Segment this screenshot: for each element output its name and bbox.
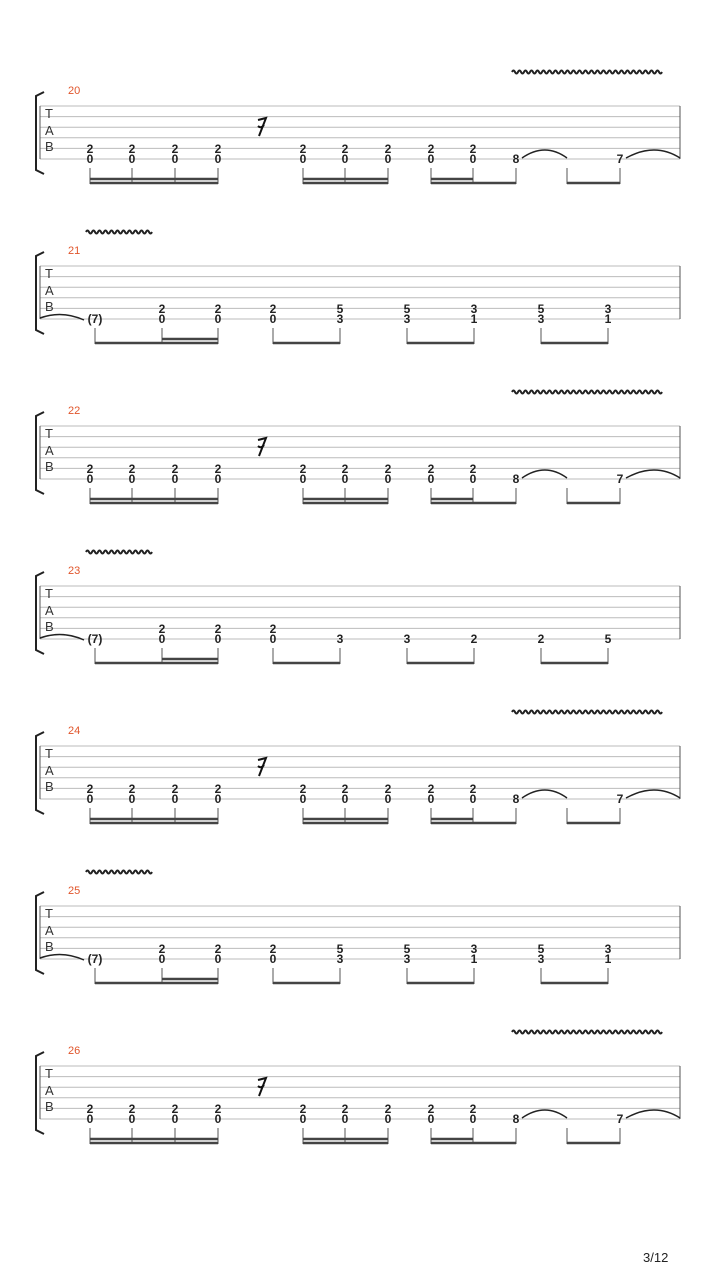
measure-number: 21 <box>68 245 81 257</box>
fret-number: 2 <box>469 782 477 796</box>
fret-number: 2 <box>214 782 222 796</box>
fret-number: 2 <box>128 142 136 156</box>
fret-number: 0 <box>469 1112 477 1126</box>
fret-number: 5 <box>336 942 344 956</box>
vibrato-icon <box>86 231 152 234</box>
fret-number: 0 <box>384 792 392 806</box>
fret-number: 2 <box>214 302 222 316</box>
fret-number: 3 <box>336 952 344 966</box>
fret-number: 2 <box>171 1102 179 1116</box>
tab-staff <box>0 880 720 1020</box>
fret-number: 0 <box>86 1112 94 1126</box>
fret-number: 2 <box>427 462 435 476</box>
measure-number: 22 <box>68 405 81 417</box>
tab-system <box>0 1040 720 1180</box>
fret-number: 2 <box>299 462 307 476</box>
fret-number: 2 <box>427 1102 435 1116</box>
fret-number: 8 <box>512 152 520 166</box>
fret-number: 0 <box>128 152 136 166</box>
tie-icon <box>522 790 567 798</box>
tab-clef-b: B <box>45 939 54 954</box>
fret-number: 0 <box>158 632 166 646</box>
fret-number: 0 <box>341 472 349 486</box>
staff-lines <box>40 106 680 159</box>
fret-number: 0 <box>128 472 136 486</box>
fret-number: 0 <box>158 952 166 966</box>
fret-number: 0 <box>469 792 477 806</box>
fret-number: 0 <box>384 472 392 486</box>
fret-number: 3 <box>470 942 478 956</box>
fret-number: 2 <box>341 782 349 796</box>
fret-number: 0 <box>214 1112 222 1126</box>
fret-number: 0 <box>214 952 222 966</box>
fret-number: 0 <box>469 152 477 166</box>
fret-number: 0 <box>469 472 477 486</box>
fret-number: 2 <box>469 142 477 156</box>
fret-number: 5 <box>537 302 545 316</box>
tab-system <box>0 720 720 860</box>
tie-icon <box>626 790 680 798</box>
fret-number: 1 <box>470 312 478 326</box>
staff-lines <box>40 1066 680 1119</box>
fret-number: 1 <box>470 952 478 966</box>
tab-clef-t: T <box>45 266 53 281</box>
fret-number: 7 <box>616 472 624 486</box>
tab-clef-t: T <box>45 906 53 921</box>
measure-number: 23 <box>68 565 81 577</box>
fret-number: 0 <box>341 152 349 166</box>
fret-number: 0 <box>171 792 179 806</box>
fret-number: (7) <box>87 312 103 326</box>
tab-clef-t: T <box>45 106 53 121</box>
measure-number: 20 <box>68 85 81 97</box>
fret-number: 2 <box>214 942 222 956</box>
fret-number: 5 <box>403 942 411 956</box>
fret-number: 1 <box>604 312 612 326</box>
fret-number: 5 <box>537 942 545 956</box>
tab-staff <box>0 1040 720 1180</box>
beam-group <box>90 819 218 823</box>
fret-number: 0 <box>171 1112 179 1126</box>
fret-number: 2 <box>214 462 222 476</box>
tab-clef-a: A <box>45 1083 54 1098</box>
fret-number: 0 <box>86 152 94 166</box>
beam-group <box>90 1139 218 1143</box>
tab-clef-a: A <box>45 443 54 458</box>
staff-lines <box>40 426 680 479</box>
fret-number: 5 <box>604 632 612 646</box>
fret-number: 2 <box>469 462 477 476</box>
fret-number: 3 <box>604 302 612 316</box>
tab-clef-a: A <box>45 763 54 778</box>
fret-number: 2 <box>269 942 277 956</box>
fret-number: 0 <box>427 472 435 486</box>
vibrato-icon <box>512 391 662 394</box>
beam-group <box>90 499 218 503</box>
staff-lines <box>40 746 680 799</box>
fret-number: 0 <box>158 312 166 326</box>
fret-number: 2 <box>128 782 136 796</box>
fret-number: (7) <box>87 632 103 646</box>
fret-number: 0 <box>214 472 222 486</box>
fret-number: 7 <box>616 792 624 806</box>
tab-clef-t: T <box>45 586 53 601</box>
fret-number: 3 <box>537 952 545 966</box>
fret-number: 2 <box>171 142 179 156</box>
fret-number: 2 <box>384 782 392 796</box>
tab-clef-b: B <box>45 459 54 474</box>
fret-number: 5 <box>336 302 344 316</box>
fret-number: 0 <box>299 152 307 166</box>
tab-clef-t: T <box>45 746 53 761</box>
fret-number: 8 <box>512 472 520 486</box>
tab-system <box>0 240 720 380</box>
measure-number: 25 <box>68 885 81 897</box>
fret-number: 2 <box>86 462 94 476</box>
tab-clef-a: A <box>45 283 54 298</box>
staff-lines <box>40 906 680 959</box>
tab-clef-a: A <box>45 923 54 938</box>
fret-number: 2 <box>86 142 94 156</box>
tab-staff <box>0 560 720 700</box>
fret-number: 0 <box>427 152 435 166</box>
fret-number: 0 <box>427 792 435 806</box>
fret-number: 0 <box>171 472 179 486</box>
fret-number: 2 <box>299 782 307 796</box>
fret-number: 2 <box>384 142 392 156</box>
fret-number: 2 <box>427 142 435 156</box>
fret-number: 3 <box>470 302 478 316</box>
fret-number: 0 <box>384 152 392 166</box>
fret-number: 2 <box>171 462 179 476</box>
fret-number: 2 <box>214 142 222 156</box>
fret-number: 2 <box>171 782 179 796</box>
fret-number: 2 <box>341 1102 349 1116</box>
fret-number: 0 <box>341 792 349 806</box>
vibrato-icon <box>86 871 152 874</box>
staff-lines <box>40 586 680 639</box>
fret-number: 7 <box>616 152 624 166</box>
fret-number: 0 <box>128 792 136 806</box>
tab-clef-t: T <box>45 1066 53 1081</box>
fret-number: 8 <box>512 1112 520 1126</box>
fret-number: 2 <box>469 1102 477 1116</box>
fret-number: 0 <box>269 312 277 326</box>
fret-number: 3 <box>403 632 411 646</box>
fret-number: 3 <box>537 312 545 326</box>
fret-number: 0 <box>341 1112 349 1126</box>
tab-clef-a: A <box>45 123 54 138</box>
fret-number: 0 <box>269 632 277 646</box>
fret-number: 2 <box>341 462 349 476</box>
tie-icon <box>626 150 680 158</box>
fret-number: 2 <box>158 942 166 956</box>
tab-clef-b: B <box>45 619 54 634</box>
tab-clef-a: A <box>45 603 54 618</box>
tie-icon <box>522 470 567 478</box>
fret-number: 8 <box>512 792 520 806</box>
page-number: 3/12 <box>643 1250 669 1265</box>
tab-system <box>0 400 720 540</box>
vibrato-icon <box>86 551 152 554</box>
fret-number: 0 <box>299 792 307 806</box>
fret-number: 2 <box>269 622 277 636</box>
fret-number: 2 <box>128 1102 136 1116</box>
fret-number: 3 <box>403 952 411 966</box>
tie-icon <box>626 1110 680 1118</box>
fret-number: 0 <box>171 152 179 166</box>
tab-clef-b: B <box>45 139 54 154</box>
fret-number: 2 <box>299 1102 307 1116</box>
tab-staff <box>0 80 720 220</box>
fret-number: 2 <box>384 462 392 476</box>
tie-icon <box>626 470 680 478</box>
tab-system <box>0 880 720 1020</box>
fret-number: 5 <box>403 302 411 316</box>
measure-number: 26 <box>68 1045 81 1057</box>
tab-clef-b: B <box>45 1099 54 1114</box>
fret-number: 2 <box>269 302 277 316</box>
fret-number: 2 <box>158 302 166 316</box>
staff-lines <box>40 266 680 319</box>
tab-staff <box>0 240 720 380</box>
tab-system <box>0 80 720 220</box>
fret-number: 0 <box>214 312 222 326</box>
beam-group <box>90 179 218 183</box>
tab-system <box>0 560 720 700</box>
fret-number: 2 <box>470 632 478 646</box>
tab-clef-t: T <box>45 426 53 441</box>
fret-number: 0 <box>128 1112 136 1126</box>
vibrato-icon <box>512 711 662 714</box>
fret-number: 2 <box>384 1102 392 1116</box>
fret-number: 2 <box>158 622 166 636</box>
fret-number: 2 <box>86 1102 94 1116</box>
fret-number: 0 <box>86 792 94 806</box>
fret-number: 0 <box>214 792 222 806</box>
fret-number: 0 <box>299 1112 307 1126</box>
fret-number: 7 <box>616 1112 624 1126</box>
fret-number: 1 <box>604 952 612 966</box>
fret-number: 0 <box>214 152 222 166</box>
vibrato-icon <box>512 1031 662 1034</box>
fret-number: 3 <box>403 312 411 326</box>
fret-number: 2 <box>299 142 307 156</box>
tab-clef-b: B <box>45 779 54 794</box>
measure-number: 24 <box>68 725 81 737</box>
fret-number: 2 <box>214 1102 222 1116</box>
fret-number: 3 <box>336 312 344 326</box>
fret-number: 0 <box>427 1112 435 1126</box>
fret-number: 2 <box>128 462 136 476</box>
fret-number: 0 <box>384 1112 392 1126</box>
fret-number: 2 <box>341 142 349 156</box>
fret-number: 0 <box>269 952 277 966</box>
fret-number: 0 <box>86 472 94 486</box>
fret-number: 0 <box>214 632 222 646</box>
fret-number: 2 <box>427 782 435 796</box>
fret-number: 3 <box>604 942 612 956</box>
fret-number: 3 <box>336 632 344 646</box>
vibrato-icon <box>512 71 662 74</box>
tab-staff <box>0 400 720 540</box>
fret-number: 2 <box>214 622 222 636</box>
fret-number: (7) <box>87 952 103 966</box>
tab-staff <box>0 720 720 860</box>
fret-number: 0 <box>299 472 307 486</box>
tab-clef-b: B <box>45 299 54 314</box>
fret-number: 2 <box>537 632 545 646</box>
tie-icon <box>522 1110 567 1118</box>
fret-number: 2 <box>86 782 94 796</box>
tie-icon <box>522 150 567 158</box>
